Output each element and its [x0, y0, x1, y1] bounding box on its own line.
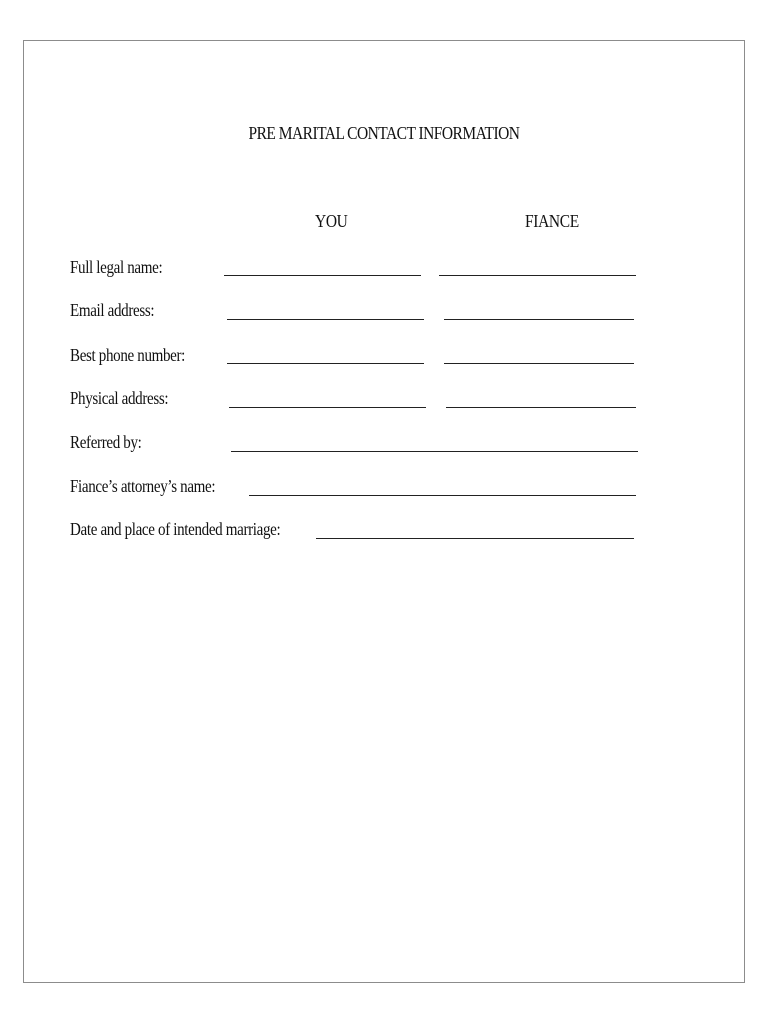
- form-page: [23, 40, 745, 983]
- form-title: PRE MARITAL CONTACT INFORMATION: [248, 123, 520, 143]
- column-header-you: YOU: [315, 211, 348, 231]
- full-legal-name-label: Full legal name:: [70, 257, 163, 277]
- date-place-marriage-label: Date and place of intended marriage:: [70, 519, 281, 539]
- column-header-fiance: FIANCE: [525, 211, 579, 231]
- date-place-marriage-field[interactable]: [316, 538, 634, 539]
- best-phone-number-fiance-field[interactable]: [444, 363, 634, 364]
- email-address-label: Email address:: [70, 300, 155, 320]
- fiance-attorney-name-field[interactable]: [249, 495, 636, 496]
- best-phone-number-you-field[interactable]: [227, 363, 424, 364]
- physical-address-you-field[interactable]: [229, 407, 426, 408]
- referred-by-field[interactable]: [231, 451, 638, 452]
- referred-by-label: Referred by:: [70, 432, 142, 452]
- physical-address-label: Physical address:: [70, 388, 169, 408]
- email-address-fiance-field[interactable]: [444, 319, 634, 320]
- best-phone-number-label: Best phone number:: [70, 345, 186, 365]
- full-legal-name-fiance-field[interactable]: [439, 275, 636, 276]
- physical-address-fiance-field[interactable]: [446, 407, 636, 408]
- full-legal-name-you-field[interactable]: [224, 275, 421, 276]
- fiance-attorney-name-label: Fiance’s attorney’s name:: [70, 476, 216, 496]
- email-address-you-field[interactable]: [227, 319, 424, 320]
